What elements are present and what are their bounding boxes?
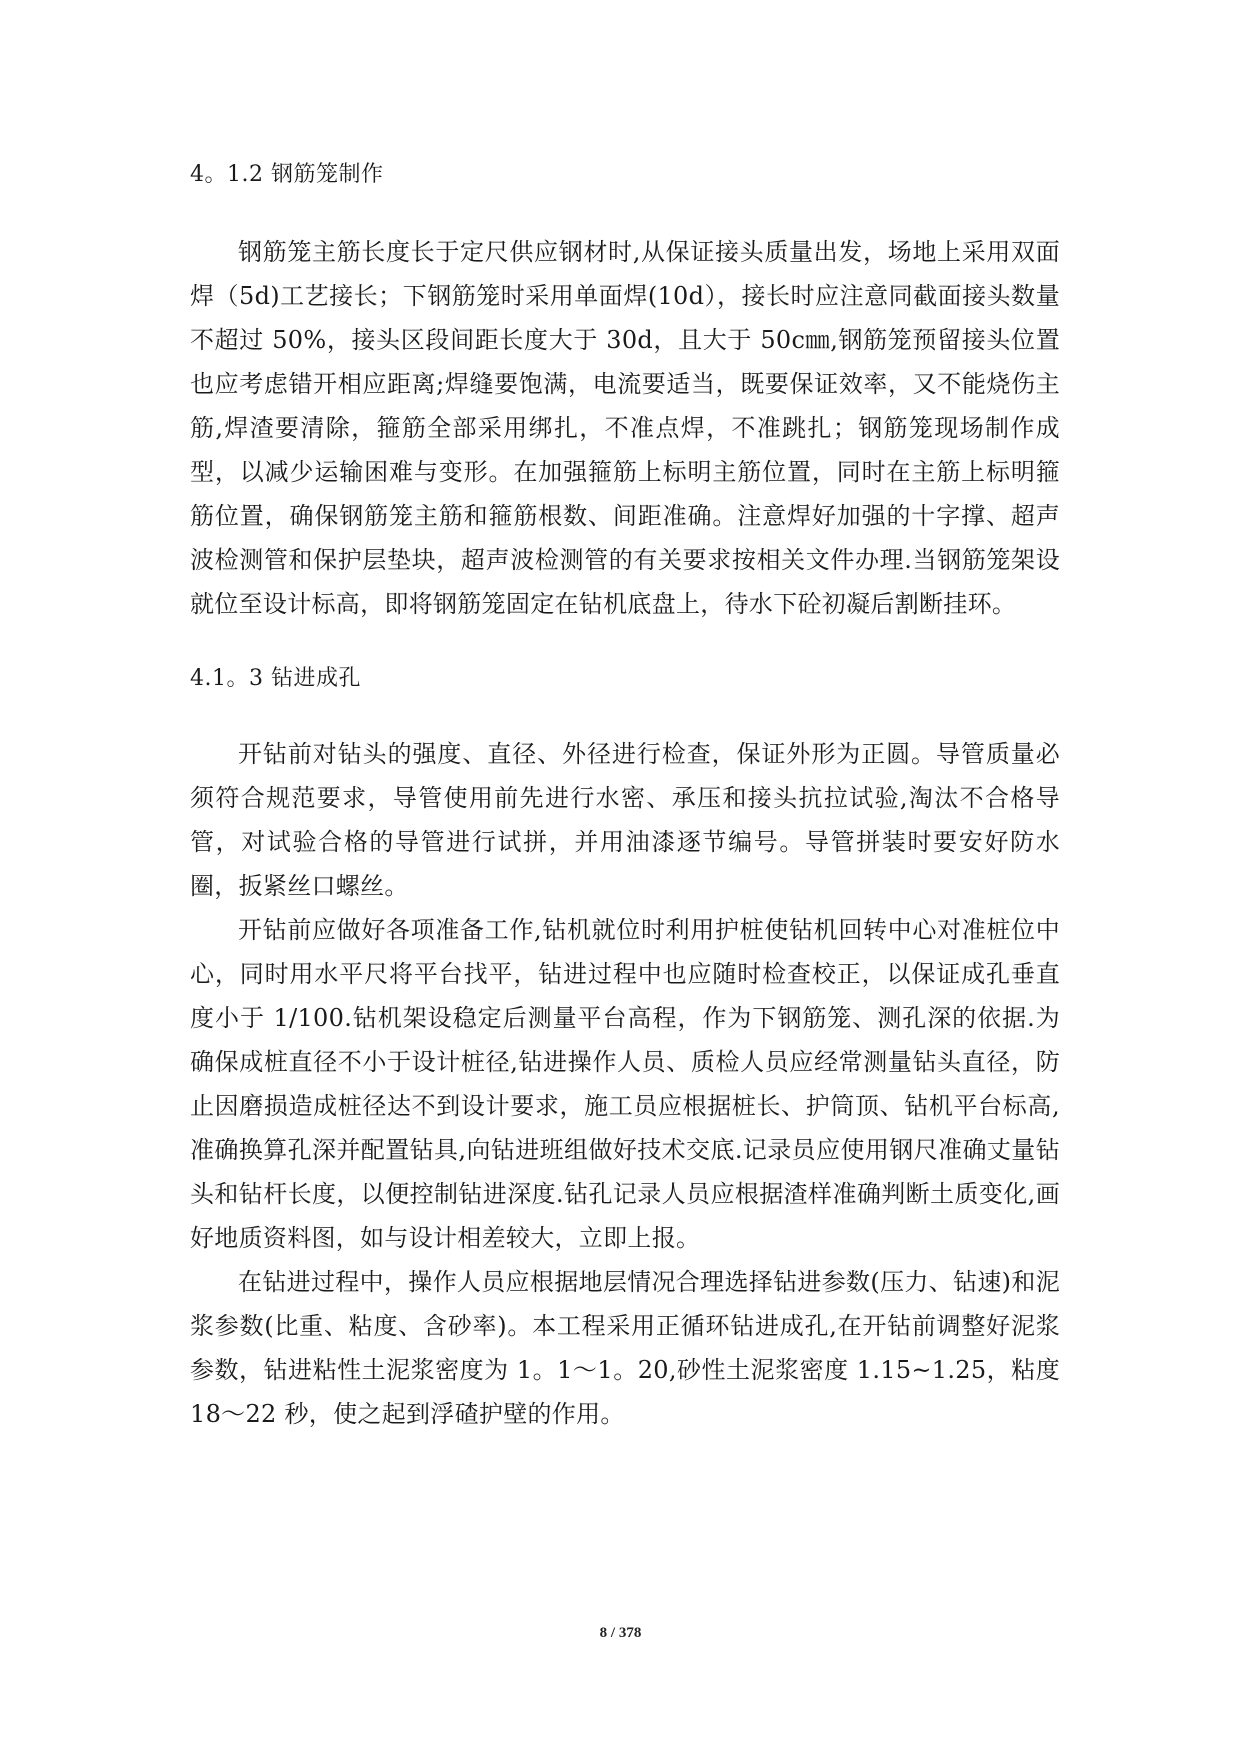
paragraph-drilling-2: 开钻前应做好各项准备工作,钻机就位时利用护桩使钻机回转中心对准桩位中心，同时用水平尺将平台找平，钻进过程中也应随时检查校正，以保证成孔垂直度小于 1/100.钻机架设稳定后测量平台高程，作为下钢筋笼、测孔深的依据.为确保成桩直径不小于设计桩径,钻进操作人员、质检人员应经常测量钻头直径，防止因磨损造成桩径达不到设计要求，施工员应根据桩长、护筒顶、钻机平台标高,准确换算孔深并配置钻具,向钻进班组做好技术交底.记录员应使用钢尺准确丈量钻头和钻杆长度，以便控制钻进深度.钻孔记录人员应根据渣样准确判断土质变化,画好地质资料图，如与设计相差较大，立即上报。 (190, 916, 1060, 1252)
paragraph-rebar-cage: 钢筋笼主筋长度长于定尺供应钢材时,从保证接头质量出发，场地上采用双面焊（5d)工艺接长；下钢筋笼时采用单面焊(10d），接长时应注意同截面接头数量不超过 50%，接头区段间距长度大于 30d，且大于 50c㎜,钢筋笼预留接头位置也应考虑错开相应距离;焊缝要饱满，电流要适当，既要保证效率，又不能烧伤主筋,焊渣要清除，箍筋全部采用绑扎，不准点焊，不准跳扎；钢筋笼现场制作成型，以减少运输困难与变形。在加强箍筋上标明主筋位置，同时在主筋上标明箍筋位置，确保钢筋笼主筋和箍筋根数、间距准确。注意焊好加强的十字撑、超声波检测管和保护层垫块，超声波检测管的有关要求按相关文件办理.当钢筋笼架设就位至设计标高，即将钢筋笼固定在钻机底盘上，待水下砼初凝后割断挂环。 (190, 238, 1060, 618)
section-heading-rebar-cage: 4。1.2 钢筋笼制作 (190, 162, 384, 187)
section-heading-drilling: 4.1。3 钻进成孔 (190, 666, 361, 691)
page-number: 8 / 378 (599, 1625, 642, 1641)
document-body (190, 160, 1060, 1436)
paragraph-drilling-3: 在钻进过程中，操作人员应根据地层情况合理选择钻进参数(压力、钻速)和泥浆参数(比重、粘度、含砂率)。本工程采用正循环钻进成孔,在开钻前调整好泥浆参数，钻进粘性土泥浆密度为 1。1～1。20,砂性土泥浆密度 1.15~1.25，粘度 18～22 秒，使之起到浮碴护壁的作用。 (190, 1268, 1060, 1428)
paragraph-drilling-1: 开钻前对钻头的强度、直径、外径进行检查，保证外形为正圆。导管质量必须符合规范要求，导管使用前先进行水密、承压和接头抗拉试验,淘汰不合格导管，对试验合格的导管进行试拼，并用油漆逐节编号。导管拼装时要安好防水圈，扳紧丝口螺丝。 (190, 740, 1060, 900)
